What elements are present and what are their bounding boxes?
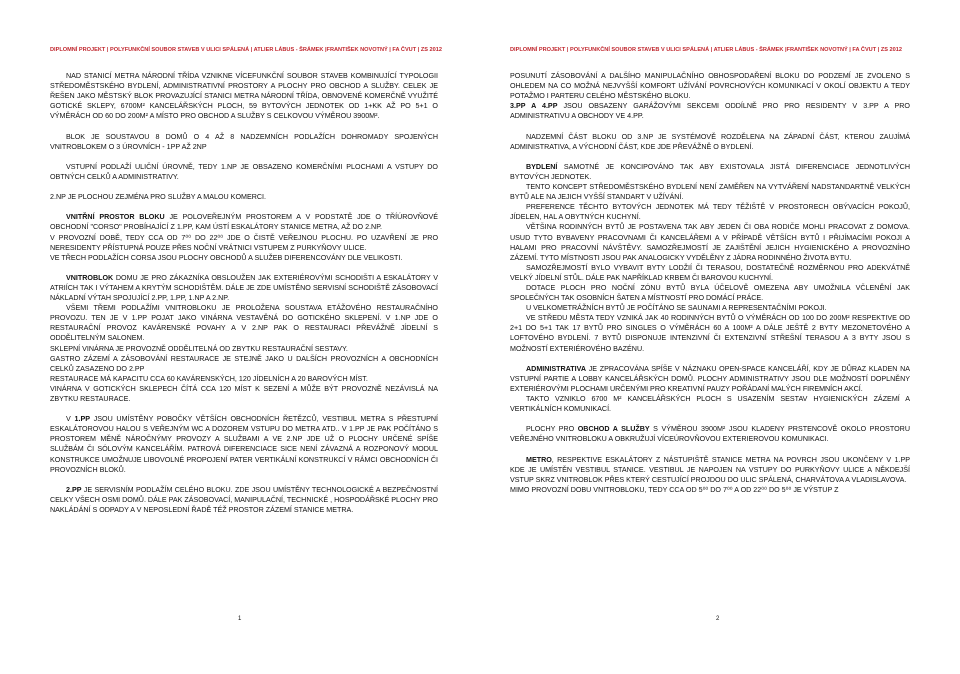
page-body [50, 71, 438, 525]
paragraph-text: DOMU JE PRO ZÁKAZNÍKA OBSLOUŽEN JAK EXTERIÉROVÝMI SCHODIŠTI A ESKALÁTORY V ATRIÍCH TAK I VÝTAHEM A KRYTÝM SCHODIŠTĚM. DÁLE JE ZDE UMÍSTĚNO SERVISNÍ SCHODIŠTĚ ZÁSOBOVACÍ NÁKLADNÍ VÝTAH SPOJUJÍCÍ 2.PP, 1.PP, 1.NP A 2.NP. [50, 273, 438, 303]
paragraph-text: S VÝMĚROU 3900M² JSOU KLADENY PRSTENCOVĚ OKOLO PROSTORU VEŘEJNÉHO VNITROBLOKU A OBKRUŽUJÍ VÍCEÚROVŇOVOU EXTERIEROVOU KOMUNIKACI. [510, 425, 910, 444]
paragraph [510, 455, 910, 485]
paragraph [510, 101, 910, 121]
page-body [510, 71, 910, 495]
paragraph-text: JSOU OBSAZENY GARÁŽOVÝMI SEKCEMI ODDÍLNĚ PRO PRO RESIDENTY V 3.PP A PRO ADMINISTRATIVU A OBCHODY VE 4.PP. [510, 102, 910, 121]
paragraph: VŠEMI TŘEMI PODLAŽÍMI VNITROBLOKU JE PROLOŽENA SOUSTAVA ETÁŽOVÉHO RESTAURAČNÍHO PROVOZU. TEN JE V 1.PP POJAT JAKO VINÁRNA VESTAVĚNÁ DO GOTICKÉHO SKLEPENÍ. V 1.NP JDE O RESTAURAČNÍ PROVOZ KAVÁRENSKÉ POVAHY A V 2.NP PAK O RESTAURACI PŘEVÁŽNĚ JÍDELNÍ S ODDĚLITELNÝM SALONEM. [50, 304, 438, 343]
paragraph [50, 273, 438, 303]
paragraph: NAD STANICÍ METRA NÁRODNÍ TŘÍDA VZNIKNE VÍCEFUNKČNÍ SOUBOR STAVEB KOMBINUJÍCÍ TYPOLOGII STŘEDOMĚSTSKÉHO BYDLENÍ, ADMINISTRATIVNÍ PROSTORY A PLOCHY PRO OBCHOD A SLUŽBY. CELEK JE ŘEŠEN JAKO MĚSTSKÝ BLOK PROVAZUJÍCÍ STANICI METRA NÁRODNÍ TŘÍDA, OBNOVENÉ KOMERČNĚ VYUŽITÉ GOTICKÉ SKLEPY, 6700M² KANCELÁŘSKÝCH PLOCH, 59 BYTOVÝCH JEDNOTEK OD 1+KK AŽ PO 5+1 O VÝMĚRÁCH OD 60 DO 200M² A MÍSTO PRO OBCHOD A SLUŽBY S CELKOVOU VÝMĚROU 3900M². [50, 72, 438, 121]
paragraph: MIMO PROVOZNÍ DOBU VNITROBLOKU, TEDY CCA OD 5⁰⁰ DO 7⁰⁰ A OD 22⁰⁰ DO 5⁰⁰ JE VÝSTUP Z [510, 485, 839, 494]
paragraph: NADZEMNÍ ČÁST BLOKU OD 3.NP JE SYSTÉMOVĚ ROZDĚLENA NA ZÁPADNÍ ČÁST, KTEROU ZAUJÍMÁ ADMINISTRATIVA, A VÝCHODNÍ ČÁST, KDE JDE PŘEVÁŽNĚ O BYDLENÍ. [510, 132, 910, 151]
paragraph: VE STŘEDU MĚSTA TEDY VZNIKÁ JAK 40 RODINNÝCH BYTŮ O VÝMĚRÁCH OD 100 DO 200M² RESPEKTIVE OD 2+1 DO 5+1 TAK 17 BYTŮ PRO SINGLES O VÝMĚRÁCH 60 A 100M² A DÁLE JEŠTĚ 2 BYTY MEZONETOVÉHO A LOFTOVÉHO BYDLENÍ. 7 BYTŮ DISPONUJE INTENZIVNÍ ČI EXTENZIVNÍ STŘEŠNÍ TERASOU A 3 BYTY JSOU S MOŽNOSTÍ EXTERIÉROVÉHO BAZÉNU. [510, 314, 910, 353]
paragraph-text: JE SERVISNÍM PODLAŽÍM CELÉHO BLOKU. ZDE JSOU UMÍSTĚNY TECHNOLOGICKÉ A BEZPEČNOSTNÍ CELKY VŠECH OSMI DOMŮ. DÁLE PAK ZÁSOBOVACÍ, MANIPULAČNÍ, TECHNICKÉ , HOSPODÁŘSKÉ PLOCHY PRO NAKLÁDÁNÍ S ODPADY A V NEPOSLEDNÍ ŘADĚ TÉŽ PROSTOR ZÁZEMÍ STANICE METRA. [50, 485, 438, 515]
paragraph [510, 162, 910, 182]
bold-term: 2.PP [66, 485, 82, 494]
page-number: 1 [238, 616, 242, 622]
paragraph: U VELKOMETRÁŽNÍCH BYTŮ JE POČÍTÁNO SE SAUNAMI A REPRESENTAČNÍMI POKOJI. [526, 304, 827, 313]
paragraph-text: JSOU UMÍSTĚNY POBOČKY VĚTŠÍCH OBCHODNÍCH ŘETĚZCŮ, VESTIBUL METRA S PŘESTUPNÍ ESKALÁTOROVOU HALOU S VEŘEJNÝM WC A DOZOREM VSTUPU DO METRA ATD.. V 1.PP JE PAK POČÍTÁNO S PROSTOREM MĚNĚ NÁROČNÝMY PROVOZY A SLUŽBAMI A VE 2.NP JDE UŽ O PLOCHY URČENÉ SPÍŠE SLUŽBÁM ČI SÓLOVÝM KANCELÁŘÍM. PATROVÁ DIFERENCIACE SICE NENÍ ZÁVAZNÁ A ROZPONOVÝ MODUL KONSTRUKCE UMOŽNUJE LIBOVOLNÉ PROPOJENÍ PATER VERTIKÁLNÍ KONSTRUKCÍ V RÁMCI OBCHODNÍCH ČI PROVOZNÍCH BLOKŮ. [50, 415, 438, 474]
bold-term: 3.PP A 4.PP [510, 102, 558, 111]
paragraph: SKLEPNÍ VINÁRNA JE PROVOZNĚ ODDĚLITELNÁ OD ZBYTKU RESTAURAČNÍ SESTAVY. [50, 344, 348, 353]
page-header: DIPLOMNÍ PROJEKT | POLYFUNKČNÍ SOUBOR STAVEB V ULICI SPÁLENÁ | ATLIER LÁBUS - ŠRÁMEK |FRANTIŠEK NOVOTNÝ | FA ČVUT | ZS 2012 [510, 47, 902, 53]
paragraph: TAKTO VZNIKLO 6700 M² KANCELÁŘSKÝCH PLOCH S USAZENÍM SESTAV HYGIENICKÝCH ZÁZEMÍ A VERTIKÁLNÍCH KOMUNIKACÍ. [510, 395, 910, 414]
paragraph-text: JE POLOVEŘEJNÝM PROSTOREM A V PODSTATĚ JDE O TŘÍÚROVŇOVÉ OBCHODNÍ "CORSO" PROBÍHAJÍCÍ Z 1.PP, KAM ÚSTÍ ESKALÁTORY STANICE METRA, AŽ DO 2.NP. [50, 213, 438, 232]
paragraph [510, 364, 910, 394]
paragraph [50, 414, 438, 475]
bold-term: METRO [526, 455, 552, 464]
paragraph: 2.NP JE PLOCHOU ZEJMÉNA PRO SLUŽBY A MALOU KOMERCI. [50, 193, 266, 202]
paragraph-text: V [66, 415, 75, 424]
paragraph: VE TŘECH PODLAŽÍCH CORSA JSOU PLOCHY OBCHODŮ A SLUŽEB DIFERENCOVÁNY DLE VELIKOSTI. [50, 253, 403, 262]
bold-term: VNITROBLOK [66, 273, 114, 282]
paragraph: RESTAURACE MÁ KAPACITU CCA 60 KAVÁRENSKÝCH, 120 JÍDELNÍCH A 20 BAROVÝCH MÍST. [50, 374, 368, 383]
bold-term: VNITŘNÍ PROSTOR BLOKU [66, 213, 165, 222]
paragraph: BLOK JE SOUSTAVOU 8 DOMŮ O 4 AŽ 8 NADZEMNÍCH PODLAŽÍCH DOHROMADY SPOJENÝCH VNITROBLOKEM O 3 ÚROVNÍCH - 1PP AŽ 2NP [50, 132, 438, 151]
paragraph: TENTO KONCEPT STŘEDOMĚSTSKÉHO BYDLENÍ NENÍ ZAMĚŘEN NA VYTVÁŘENÍ NADSTANDARTNĚ VELKÝCH BYTŮ ALE NA JEJICH VYŠŠÍ STANDART V UŽÍVÁNÍ. [510, 183, 910, 202]
paragraph: PREFERENCE TĚCHTO BYTOVÝCH JEDNOTEK MÁ TEDY TĚŽIŠTĚ V PROSTORECH OBÝVACÍCH POKOJŮ, JÍDELEN, HAL A OBYTNÝCH KUCHYNÍ. [510, 203, 910, 222]
paragraph: VĚTŠINA RODINNÝCH BYTŮ JE POSTAVENA TAK ABY JEDEN ČI OBA RODIČE MOHLI PRACOVAT Z DOMOVA. USUD TYTO BYBAVENY PRACOVNAMI ČI KANCELÁŘEMI A V PŘÍPADĚ VĚTŠÍCH BYTŮ I PŘIJÍMACÍMI POKOJI A HALAMI PRO PRACOVNÍ NÁVŠTĚVY. SAMOZŘEJMOSTÍ JE ZAJIŠTĚNÍ JEJICH HYGIENICKÉHO A PROVOZNÍHO ZÁZEMÍ. TYTO MÍSTNOSTI JSOU PAK ANALOGICKY VYDĚLĚNY Z JÁDRA RODINNÉHO ŽIVOTA BYTU. [510, 223, 910, 262]
paragraph [50, 212, 438, 232]
bold-term: ADMINISTRATIVA [526, 364, 587, 373]
page-header: DIPLOMNÍ PROJEKT | POLYFUNKČNÍ SOUBOR STAVEB V ULICI SPÁLENÁ | ATLIER LÁBUS - ŠRÁMEK |FRANTIŠEK NOVOTNÝ | FA ČVUT | ZS 2012 [50, 47, 442, 53]
paragraph: VSTUPNÍ PODLAŽÍ ULIČNÍ ÚROVNĚ, TEDY 1.NP JE OBSAZENO KOMERČNÍMI PLOCHAMI A VSTUPY DO OBTNÝCH CELKŮ A ADMINISTRATIVY. [50, 162, 438, 181]
paragraph: VINÁRNA V GOTICKÝCH SKLEPECH ČÍTÁ CCA 120 MÍST K SEZENÍ A MŮŽE BÝT PROVOZNĚ NEZÁVISLÁ NA ZBYTKU RESTAURACE. [50, 384, 438, 403]
paragraph-text: PLOCHY PRO [526, 425, 578, 434]
page-right [480, 0, 960, 674]
bold-term: 1.PP [74, 415, 90, 424]
paragraph: SAMOZŘEJMOSTÍ BYLO VYBAVIT BYTY LODŽIÍ ČI TERASOU, DOSTATEČNĚ ROZMĚRNOU PRO ADEKVÁTNĚ VELKÝ JÍDELNÍ STŮL. DÁLE PAK NAPŘÍKLAD KRBEM ČI BAROVOU KUCHYNÍ. [510, 263, 910, 282]
paragraph: DOTACE PLOCH PRO NOČNÍ ZÓNU BYTŮ BYLA ÚČELOVĚ OMEZENA ABY UMOŽNILA VČLENĚNÍ JAK SPOLEČNÝCH TAK OSOBNÍCH ŠATEN A MÍSTNOSTÍ PRO DOMÁCÍ PRÁCE. [510, 283, 910, 303]
paragraph-text: , RESPEKTIVE ESKALÁTORY Z NÁSTUPIŠTĚ STANICE METRA NA POVRCH JSOU UKONČENY V 1.PP KDE JE UMÍSTĚN VESTIBUL STANICE. VESTIBUL JE NAPOJEN NA VSTUPY DO PURKYŇOVY ULICE A NĚKDEJŠÍ VSTUP SKRZ VNITROBLOK PŘES KTERÝ CESTUJÍCÍ PROJDOU DO ULIC SPÁLENÁ, CHARVÁTOVA A VLADISLAVOVA. [510, 455, 910, 484]
paragraph: V PROVOZNÍ DOBĚ, TEDY CCA OD 7⁰⁰ DO 22⁰⁰ JDE O ČISTĚ VEŘEJNOU PLOCHU. PO UZAVŘENÍ JE PRO NERESIDENTY PŘÍSTUPNÁ POUZE PŘES NOČNÍ VRÁTNICI VSTUPEM Z PURKYŇOVY ULICE. [50, 233, 438, 252]
paragraph: GASTRO ZÁZEMÍ A ZÁSOBOVÁNÍ RESTAURACE JE STEJNĚ JAKO U DALŠÍCH PROVOZNÍCH A OBCHODNÍCH CELKŮ ZASAZENO DO 2.PP [50, 354, 438, 373]
bold-term: BYDLENÍ [526, 162, 558, 171]
bold-term: OBCHOD A SLUŽBY [577, 425, 650, 434]
paragraph-text: JE ZPRACOVÁNA SPÍŠE V NÁZNAKU OPEN-SPACE KANCELÁŘÍ, KDY JE DŮRAZ KLADEN NA VSTUPNÍ PARTIE A LOBBY KANCELÁŘSKÝCH DOMŮ. PLOCHY ADMINISTRATIVY JSOU DLE MOŽNOSTÍ DOPLNĚNY EXTERIÉROVÝMI PLOCHAMI URČENÝMI PRO KREATIVNÍ PAUZY POŘÁDANÍ MALÝCH FIREMNÍCH AKCÍ. [510, 364, 910, 393]
paragraph [510, 424, 910, 444]
paragraph: POSUNUTÍ ZÁSOBOVÁNÍ A DALŠÍHO MANIPULAČNÍHO OBHOSPODAŘENÍ BLOKU DO PODZEMÍ JE ZVOLENO S OHLEDEM NA CO MOŽNÁ NEJVYŠŠÍ KOMFORT UŽÍVÁNÍ POVRCHOVÝCH KOMUNIKACÍ V OKOLÍ OBJEKTU A TEDY POTAŽMO I PARTERU CELÉHO MĚSTSKÉHO BLOKU. [510, 72, 910, 101]
page-number: 2 [716, 616, 720, 622]
paragraph [50, 485, 438, 515]
paragraph-text: SAMOTNÉ JE KONCIPOVÁNO TAK ABY EXISTOVALA JISTÁ DIFERENCIACE JEDNOTLIVÝCH BYTOVÝCH JEDNOTEK. [510, 162, 910, 181]
